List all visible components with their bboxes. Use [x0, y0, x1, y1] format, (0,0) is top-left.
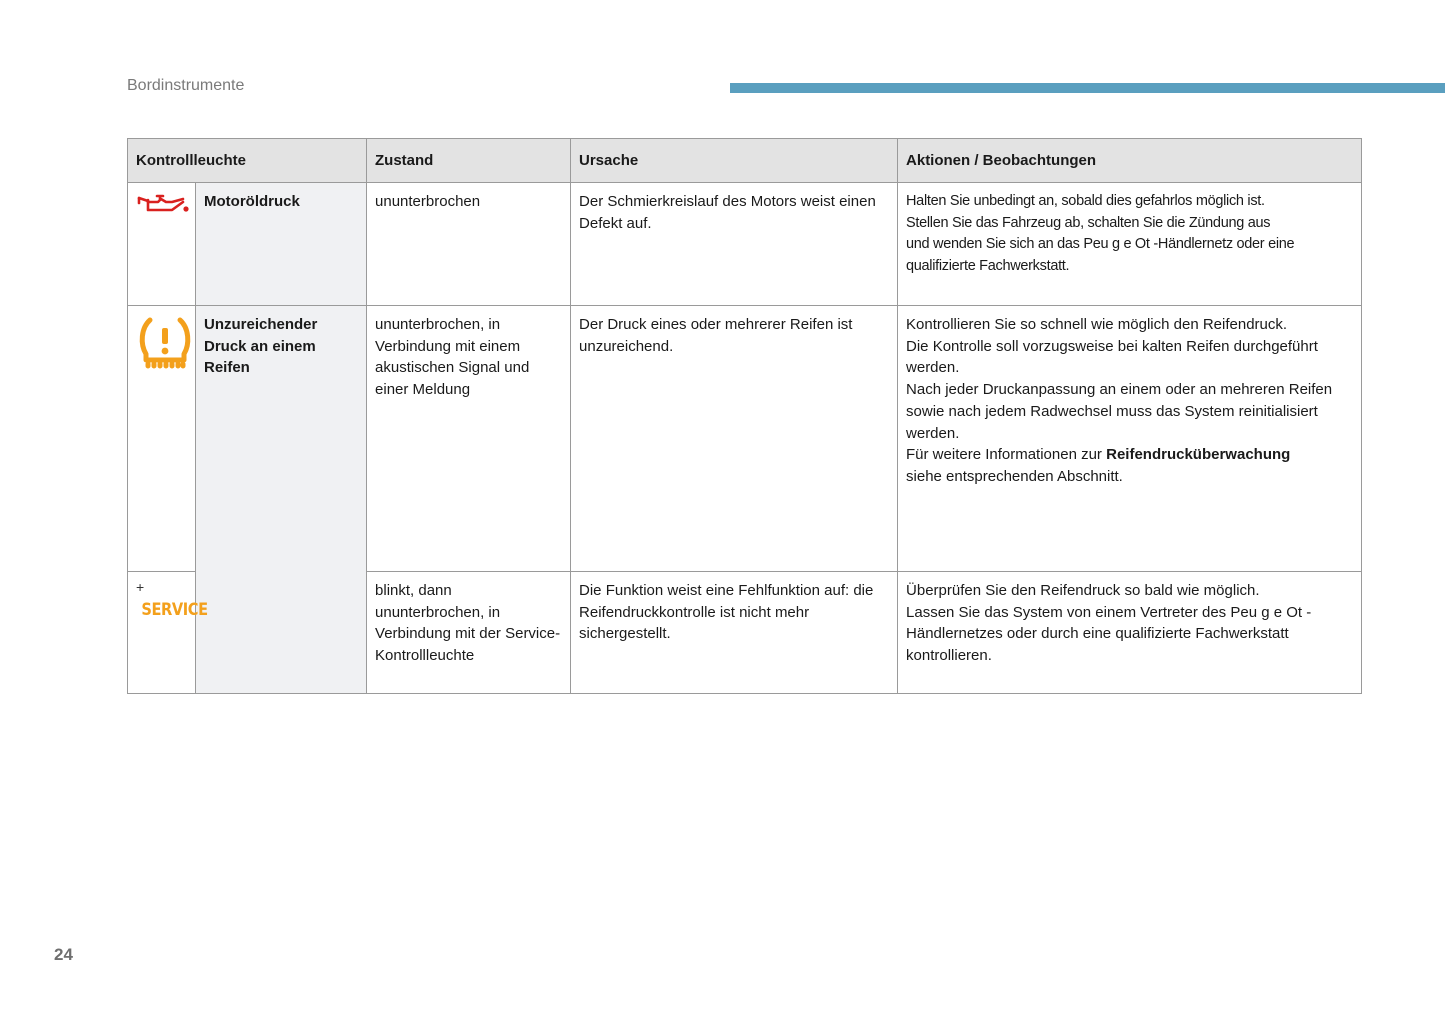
warning-lights-table	[127, 138, 1362, 694]
icon-cell	[128, 572, 208, 694]
page-number: 24	[54, 945, 73, 964]
tire-pressure-icon	[136, 314, 194, 372]
icon-cell	[128, 183, 196, 306]
aktionen-cell: Halten Sie unbedingt an, sobald dies gefahrlos möglich ist. Stellen Sie das Fahrzeug ab, schalten Sie die Zündung aus und wenden Sie sich an das Peu g e Ot -Händlernetz oder eine qualifizierte Fachwerkstatt.	[898, 183, 1362, 306]
section-title: Bordinstrumente	[127, 77, 245, 94]
zustand-cell: ununterbrochen, in Verbindung mit einem akustischen Signal und einer Meldung	[367, 306, 571, 572]
plus-sign: +	[136, 579, 145, 595]
column-header-zustand: Zustand	[367, 139, 571, 183]
oil-can-icon	[136, 191, 190, 215]
aktionen-cell: Kontrollieren Sie so schnell wie möglich den Reifendruck. Die Kontrolle soll vorzugsweise bei kalten Reifen durchgeführt werden. Nach jeder Druckanpassung an einem oder an mehreren Reifen sowie nach jedem Radwechsel muss das System reinitialisiert werden. Für weitere Informationen zur Reifendrucküberwachung siehe entsprechenden Abschnitt.	[898, 306, 1362, 572]
column-header-ursache: Ursache	[571, 139, 898, 183]
ursache-cell: Der Druck eines oder mehrerer Reifen ist unzureichend.	[571, 306, 898, 572]
table-header-row	[128, 139, 1362, 183]
warning-name: Unzureichender Druck an einem Reifen	[196, 306, 367, 694]
zustand-cell: ununterbrochen	[367, 183, 571, 306]
column-header-kontrollleuchte: Kontrollleuchte	[128, 139, 367, 183]
ursache-cell: Der Schmierkreislauf des Motors weist einen Defekt auf.	[571, 183, 898, 306]
column-header-aktionen: Aktionen / Beobachtungen	[898, 139, 1362, 183]
aktionen-cell: Überprüfen Sie den Reifendruck so bald wie möglich. Lassen Sie das System von einem Vertreter des Peu g e Ot -Händlernetzes oder durch eine qualifizierte Fachwerkstatt kontrollieren.	[898, 572, 1362, 694]
zustand-cell: blinkt, dann ununterbrochen, in Verbindung mit der Service-Kontrollleuchte	[367, 572, 571, 694]
header-accent-bar	[730, 83, 1445, 93]
warning-name: Motoröldruck	[196, 183, 367, 306]
ursache-cell: Die Funktion weist eine Fehlfunktion auf: die Reifendruckkontrolle ist nicht mehr sichergestellt.	[571, 572, 898, 694]
icon-cell	[128, 306, 196, 572]
table-row	[128, 306, 1362, 572]
service-warning-icon: SERVICE	[141, 600, 208, 620]
table-row	[128, 183, 1362, 306]
